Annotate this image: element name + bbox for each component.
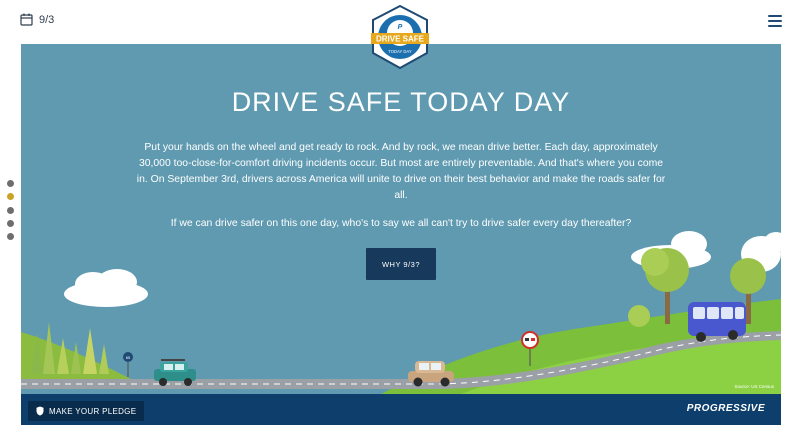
intro-paragraph: Put your hands on the wheel and get ready to rock. And by rock, we mean drive better. Each day, approximately 30,000 too-close-for-comfort driving incidents occur. But most are entirely preventable. And that's where you come in. On September 3rd, drivers across America will unite to drive on their best behavior and make the roads safer for all. [136, 142, 666, 201]
page-title: DRIVE SAFE TODAY DAY [231, 87, 571, 117]
calendar-icon [20, 13, 33, 26]
footer-bar [21, 394, 781, 425]
progressive-logo[interactable]: PROGRESSIVE [686, 403, 765, 414]
why-button[interactable]: WHY 9/3? [366, 248, 436, 280]
secondary-paragraph: If we can drive safer on this one day, who's to say we all can't try to drive safer every day thereafter? [170, 218, 632, 229]
pagination-dot-5[interactable] [7, 233, 14, 240]
drive-safe-logo[interactable] [370, 5, 430, 69]
hero-banner [21, 44, 781, 394]
pagination-dot-1[interactable] [7, 180, 14, 187]
svg-text:65: 65 [125, 355, 131, 360]
pledge-label: MAKE YOUR PLEDGE [49, 406, 137, 416]
svg-text:TODAY DAY: TODAY DAY [388, 49, 412, 54]
shield-icon [36, 406, 44, 416]
cloud-left [64, 269, 148, 307]
blue-van [688, 302, 746, 342]
svg-text:P: P [397, 24, 403, 31]
pagination-dot-4[interactable] [7, 220, 14, 227]
date-button[interactable] [20, 13, 54, 26]
hamburger-menu-icon[interactable] [768, 15, 782, 28]
speed-sign [123, 352, 133, 377]
make-pledge-button[interactable] [28, 401, 144, 421]
pagination-dot-2[interactable] [7, 193, 14, 200]
source-note: Source: US Census [734, 384, 774, 389]
svg-text:DRIVE SAFE: DRIVE SAFE [375, 34, 425, 44]
slide-pagination [7, 180, 15, 246]
date-label: 9/3 [39, 13, 55, 26]
pagination-dot-3[interactable] [7, 207, 14, 214]
